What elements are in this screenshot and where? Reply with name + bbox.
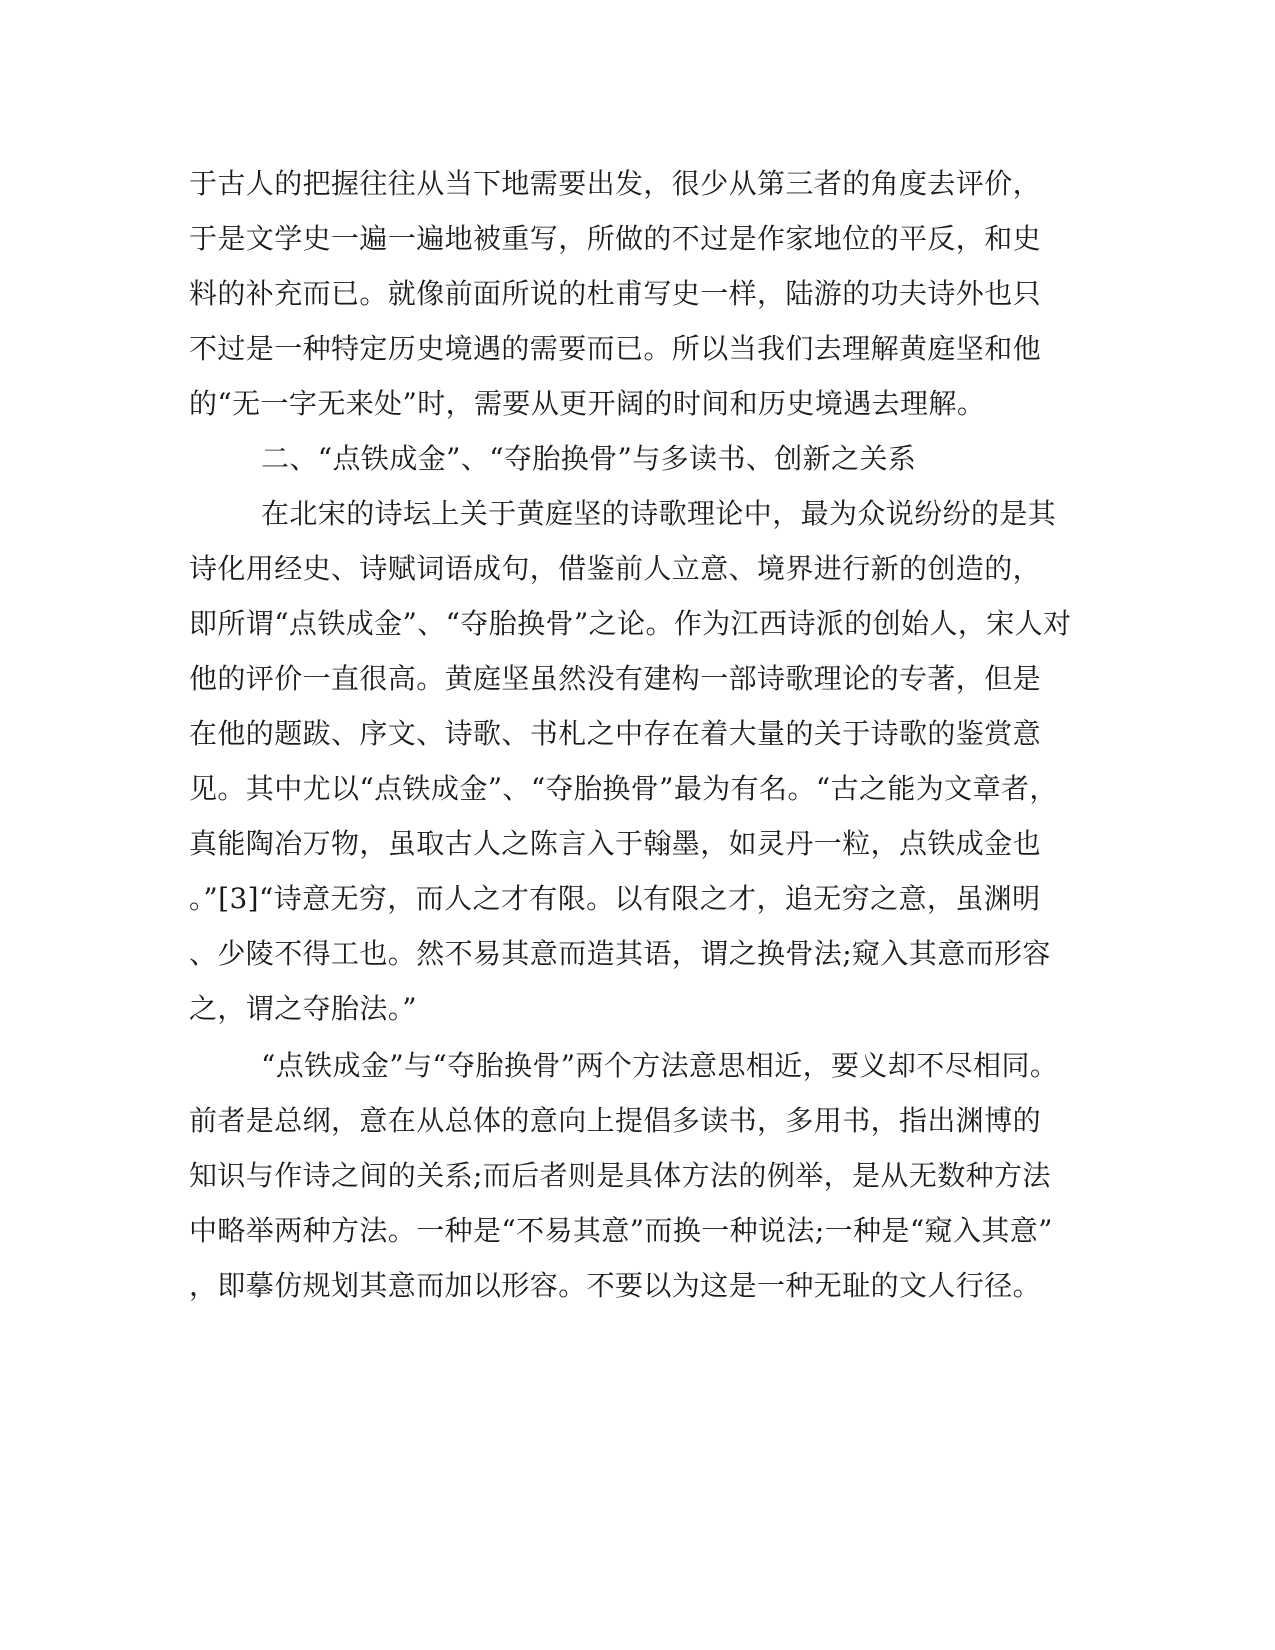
- text-line-15: 、少陵不得工也。然不易其意而造其语，谓之换骨法;窥入其意而形容: [189, 937, 1051, 970]
- text-line-14: 。”[3]“诗意无穷，而人之才有限。以有限之才，追无穷之意，虽渊明: [189, 882, 1041, 915]
- text-line-4: 不过是一种特定历史境遇的需要而已。所以当我们去理解黄庭坚和他: [189, 332, 1042, 365]
- text-line-7: 在北宋的诗坛上关于黄庭坚的诗歌理论中，最为众说纷纷的是其: [261, 497, 1057, 530]
- text-line-12: 见。其中尤以“点铁成金”、“夺胎换骨”最为有名。“古之能为文章者，: [189, 772, 1058, 805]
- text-line-21: ，即摹仿规划其意而加以形容。不要以为这是一种无耻的文人行径。: [189, 1269, 1042, 1302]
- text-line-18: 前者是总纲，意在从总体的意向上提倡多读书，多用书，指出渊博的: [189, 1104, 1042, 1137]
- text-line-2: 于是文学史一遍一遍地被重写，所做的不过是作家地位的平反，和史: [189, 222, 1042, 255]
- text-line-17: “点铁成金”与“夺胎换骨”两个方法意思相近，要义却不尽相同。: [261, 1049, 1059, 1082]
- text-line-1: 于古人的把握往往从当下地需要出发，很少从第三者的角度去评价，: [189, 167, 1042, 200]
- text-line-9: 即所谓“点铁成金”、“夺胎换骨”之论。作为江西诗派的创始人，宋人对: [189, 607, 1072, 640]
- text-line-8: 诗化用经史、诗赋词语成句，借鉴前人立意、境界进行新的创造的，: [189, 552, 1042, 585]
- section-heading: 二、“点铁成金”、“夺胎换骨”与多读书、创新之关系: [261, 442, 917, 475]
- text-line-13: 真能陶冶万物，虽取古人之陈言入于翰墨，如灵丹一粒，点铁成金也: [189, 827, 1042, 860]
- text-line-11: 在他的题跋、序文、诗歌、书札之中存在着大量的关于诗歌的鉴赏意: [189, 717, 1042, 750]
- text-line-3: 料的补充而已。就像前面所说的杜甫写史一样，陆游的功夫诗外也只: [189, 277, 1042, 310]
- text-line-19: 知识与作诗之间的关系;而后者则是具体方法的例举，是从无数种方法: [189, 1159, 1051, 1192]
- text-line-16: 之，谓之夺胎法。”: [189, 992, 417, 1025]
- text-line-10: 他的评价一直很高。黄庭坚虽然没有建构一部诗歌理论的专著，但是: [189, 662, 1042, 695]
- text-line-20: 中略举两种方法。一种是“不易其意”而换一种说法;一种是“窥入其意”: [189, 1214, 1053, 1247]
- text-line-5: 的“无一字无来处”时，需要从更开阔的时间和历史境遇去理解。: [189, 387, 986, 420]
